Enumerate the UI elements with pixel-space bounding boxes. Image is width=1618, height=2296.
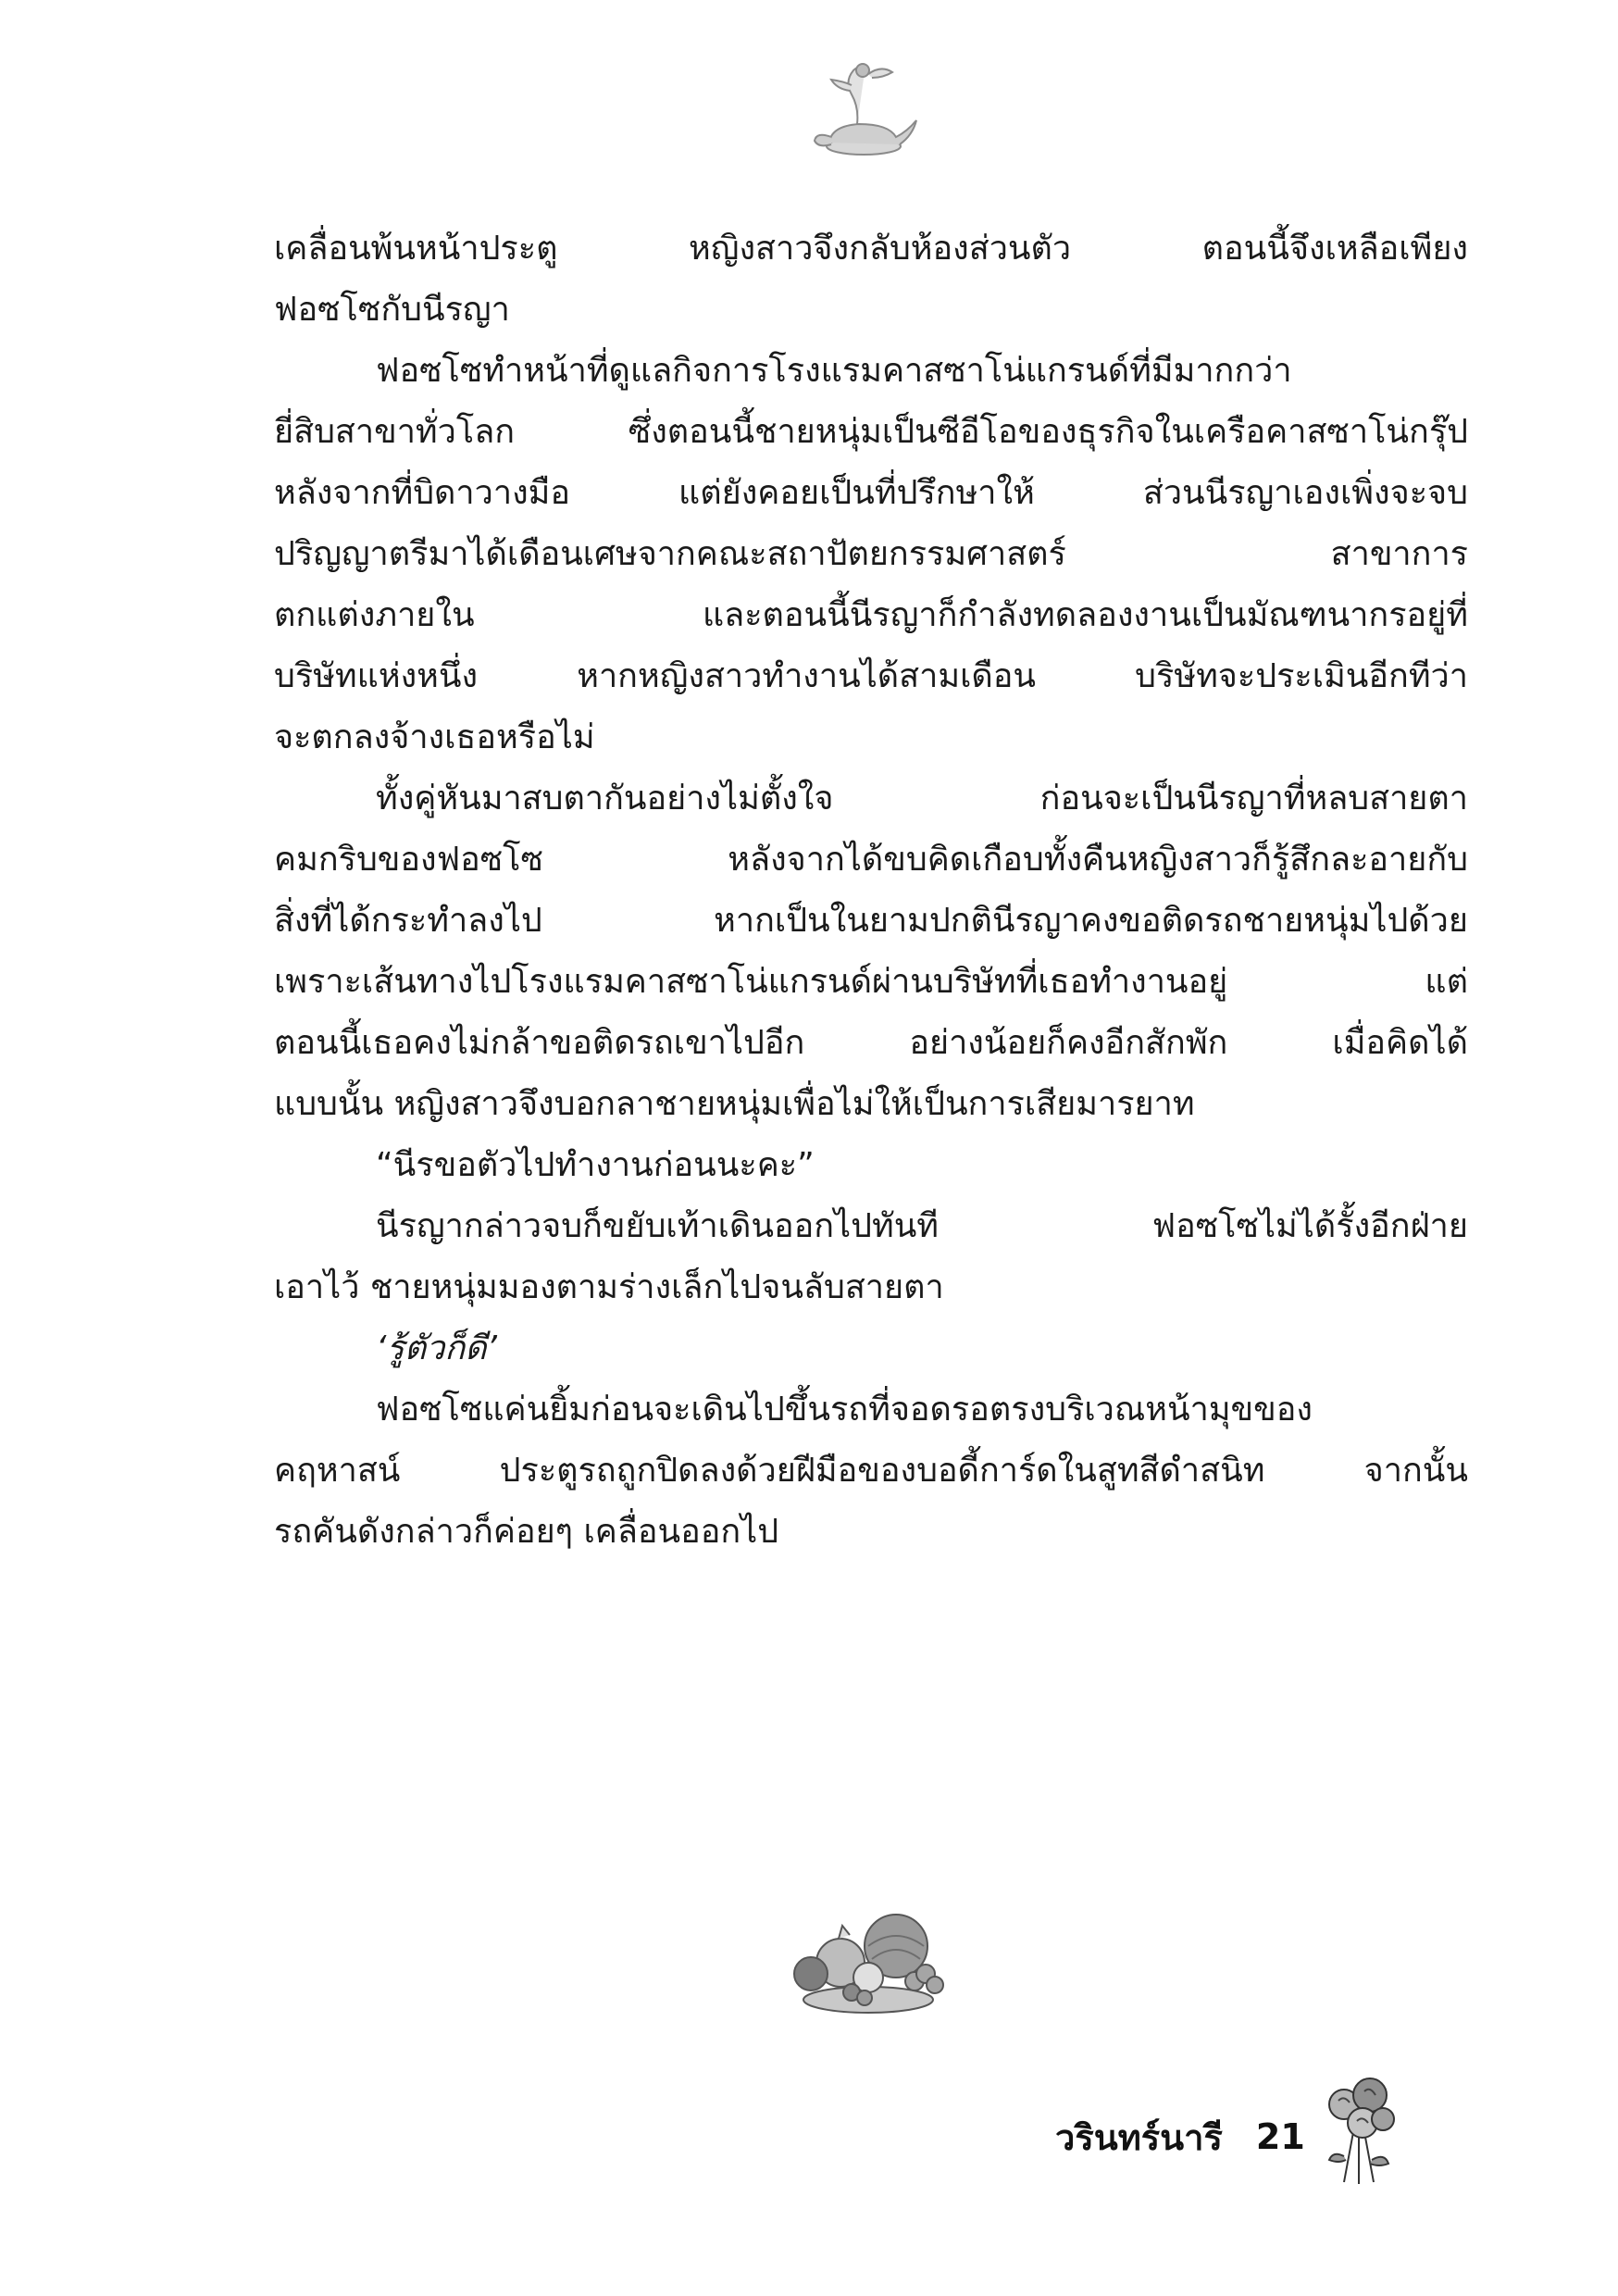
paragraph-start: นีรญากล่าวจบก็ขยับเท้าเดินออกไปทันที ฟอซโซไม่ได้รั้งอีกฝ่าย <box>376 1207 1468 1245</box>
text-line: ปริญญาตรีมาได้เดือนเศษจากคณะสถาปัตยกรรมศาสตร์ สาขาการ <box>274 535 1468 573</box>
paragraph-start: ฟอซโซทำหน้าที่ดูแลกิจการโรงแรมคาสซาโน่แกรนด์ที่มีมากกว่า <box>376 352 1292 390</box>
dialogue-line: “นีรขอตัวไปทำงานก่อนนะคะ” <box>376 1146 815 1184</box>
text-line: รถคันดังกล่าวก็ค่อยๆ เคลื่อนออกไป <box>274 1513 779 1551</box>
paragraph-start: ฟอซโซแค่นยิ้มก่อนจะเดินไปขึ้นรถที่จอดรอตรงบริเวณหน้ามุขของ <box>376 1391 1313 1429</box>
rose-bouquet-icon <box>1316 2067 1401 2188</box>
text-line: แบบนั้น หญิงสาวจึงบอกลาชายหนุ่มเพื่อไม่ให้เป็นการเสียมารยาท <box>274 1085 1195 1123</box>
book-title: วรินทร์นารี <box>1055 2116 1223 2158</box>
paragraph-start: ทั้งคู่หันมาสบตากันอย่างไม่ตั้งใจ ก่อนจะเป็นนีรญาที่หลบสายตา <box>376 780 1468 817</box>
thought-line: ‘รู้ตัวก็ดี’ <box>376 1329 497 1367</box>
page-footer <box>1055 2100 1401 2174</box>
text-line: ฟอซโซกับนีรญา <box>274 291 510 329</box>
text-line: ยี่สิบสาขาทั่วโลก ซึ่งตอนนี้ชายหนุ่มเป็นซีอีโอของธุรกิจในเครือคาสซาโน่กรุ๊ป <box>274 413 1468 451</box>
text-line: บริษัทแห่งหนึ่ง หากหญิงสาวทำงานได้สามเดือน บริษัทจะประเมินอีกทีว่า <box>274 657 1468 695</box>
text-line: เอาไว้ ชายหนุ่มมองตามร่างเล็กไปจนลับสายตา <box>274 1268 944 1306</box>
text-line: คมกริบของฟอซโซ หลังจากได้ขบคิดเกือบทั้งคืนหญิงสาวก็รู้สึกละอายกับ <box>274 841 1468 879</box>
text-line: ตอนนี้เธอคงไม่กล้าขอติดรถเขาไปอีก อย่างน้อยก็คงอีกสักพัก เมื่อคิดได้ <box>274 1024 1468 1062</box>
body-text <box>274 218 1468 1563</box>
text-line: ตกแต่งภายใน และตอนนี้นีรญาก็กำลังทดลองงานเป็นมัณฑนากรอยู่ที่ <box>274 596 1468 634</box>
fruit-basket-ornament <box>776 1889 961 2018</box>
text-line: จะตกลงจ้างเธอหรือไม่ <box>274 718 595 756</box>
text-line: หลังจากที่บิดาวางมือ แต่ยังคอยเป็นที่ปรึกษาให้ ส่วนนีรญาเองเพิ่งจะจบ <box>274 474 1468 512</box>
genie-lamp-ornament <box>803 54 924 165</box>
text-line: เพราะเส้นทางไปโรงแรมคาสซาโน่แกรนด์ผ่านบริษัทที่เธอทำงานอยู่ แต่ <box>274 963 1468 1001</box>
page-number: 21 <box>1255 2116 1305 2157</box>
text-line: คฤหาสน์ ประตูรถถูกปิดลงด้วยฝีมือของบอดี้การ์ดในสูทสีดำสนิท จากนั้น <box>274 1452 1468 1490</box>
text-line: เคลื่อนพ้นหน้าประตู หญิงสาวจึงกลับห้องส่วนตัว ตอนนี้จึงเหลือเพียง <box>274 230 1468 268</box>
text-line: สิ่งที่ได้กระทำลงไป หากเป็นในยามปกตินีรญาคงขอติดรถชายหนุ่มไปด้วย <box>274 902 1468 940</box>
